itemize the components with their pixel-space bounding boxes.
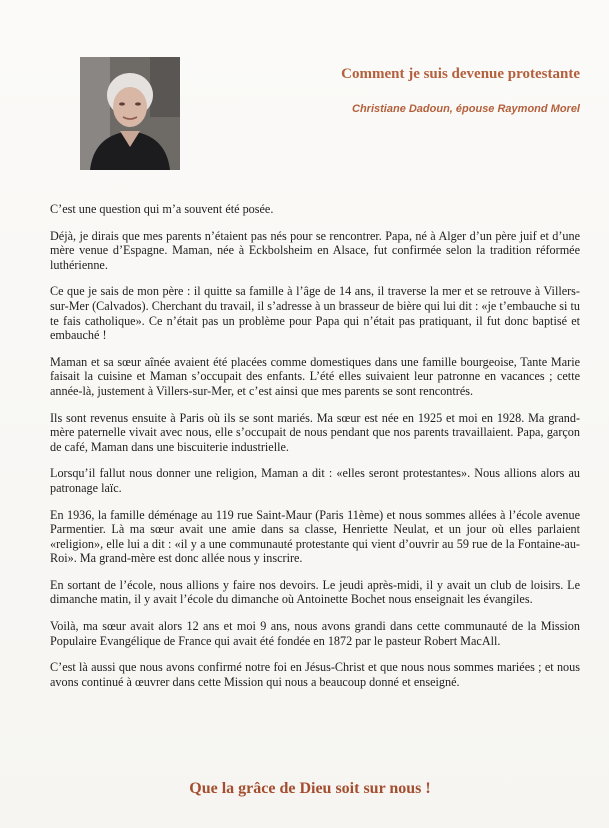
paragraph: En sortant de l’école, nous allions y faire nos devoirs. Le jeudi après-midi, il y avait un club de loisirs. Le dimanche matin, il y avait l’école du dimanche où Antoinette Bochet nous enseignait les évangiles. (50, 577, 580, 607)
paragraph: Ils sont revenus ensuite à Paris où ils se sont mariés. Ma sœur est née en 1925 et moi en 1928. Ma grand-mère paternelle vivait avec nous, elle s’occupait de nous pendant que nos parents travaillaient. Papa, garçon de café, Maman dans une biscuiterie industrielle. (50, 410, 580, 454)
paragraph: Voilà, ma sœur avait alors 12 ans et moi 9 ans, nous avons grandi dans cette communauté de la Mission Populaire Evangélique de France qui avait été fondée en 1872 par le pasteur Robert MacAll. (50, 619, 580, 648)
paragraph: Déjà, je dirais que mes parents n’étaient pas nés pour se rencontrer. Papa, né à Alger d’un père juif et d’une mère venue d’Espagne. Maman, née à Eckbolsheim en Alsace, fut confirmée selon la tradition réformée luthérienne. (50, 228, 580, 272)
paragraph: Lorsqu’il fallut nous donner une religion, Maman a dit : «elles seront protestantes». Nous allions alors au patronage laïc. (50, 466, 580, 495)
paragraph: C’est une question qui m’a souvent été posée. (50, 202, 274, 216)
paragraph: C’est là aussi que nous avons confirmé notre foi en Jésus-Christ et que nous nous sommes mariées ; et nous avons continué à œuvrer dans cette Mission qui nous a beaucoup donné et enseigné. (50, 660, 580, 689)
paragraph: Ce que je sais de mon père : il quitte sa famille à l’âge de 14 ans, il traverse la mer et se retrouve à Villers-sur-Mer (Calvados). Cherchant du travail, il s’adresse à un brasseur de bière qui lui dit : «je t’embauche si tu te fais catholique». Ce n’était pas un problème pour Papa qui n’était pas pratiquant, il fut donc baptisé et embauché ! (50, 284, 580, 343)
closing-blessing: Que la grâce de Dieu soit sur nous ! (189, 780, 431, 797)
author-portrait-photo (80, 57, 180, 170)
article-body (50, 202, 580, 701)
portrait-illustration (80, 57, 180, 170)
article-title: Comment je suis devenue protestante (341, 66, 580, 82)
author-byline: Christiane Dadoun, épouse Raymond Morel (352, 103, 580, 115)
paragraph: Maman et sa sœur aînée avaient été placées comme domestiques dans une famille bourgeoise, Tante Marie faisait la cuisine et Maman s’occupait des enfants. L’été elles suivaient leur patronne en vacances ; cette année-là, justement à Villers-sur-Mer, et c’est ainsi que mes parents se sont rencontrés. (50, 354, 580, 398)
paragraph: En 1936, la famille déménage au 119 rue Saint-Maur (Paris 11ème) et nous sommes allées à l’école avenue Parmentier. Là ma sœur avait une amie dans sa classe, Henriette Neulat, et un jour où elles parlaient «religion», elle lui a dit : «il y a une communauté protestante qui vient d’ouvrir au 59 rue de la Fontaine-au-Roi». Ma grand-mère est donc allée nous y inscrire. (50, 507, 580, 566)
